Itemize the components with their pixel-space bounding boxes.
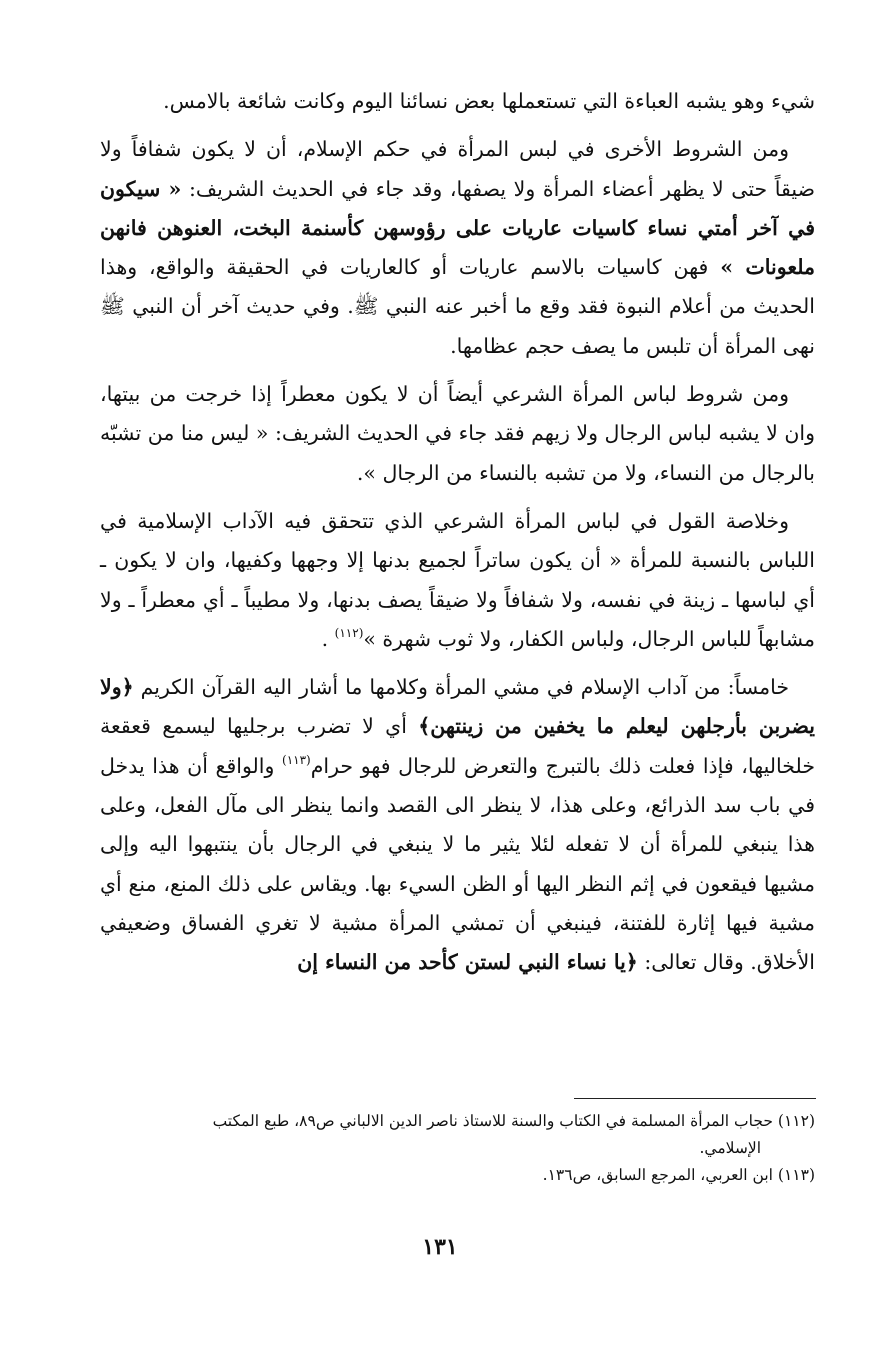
footnote-reference: (١١٣) xyxy=(282,752,311,767)
footnote-continuation xyxy=(100,1135,815,1162)
paragraph-clothing-conditions xyxy=(100,130,815,366)
paragraph-text: والواقع أن هذا يدخل في باب سد الذرائع، وعلى هذا، لا ينظر الى القصد وانما ينظر الى مآل الفعل، وعلى هذا ينبغي للمرأة أن لا تفعله لئلا يثير ما لا ينبغي في الرجال بأن ينتبهوا اليه وإلى مشيها فيقعون في إثم النظر اليها أو الظن السيء بها. ويقاس على ذلك المنع، منع أي مشية فيها إثارة للفتنة، فينبغي أن تمشي المرأة مشية لا تغري الفساق وضعيفي الأخلاق. وقال تعالى: xyxy=(100,753,815,975)
page-body xyxy=(100,82,815,983)
footnote-text: ابن العربي، المرجع السابق، ص١٣٦. xyxy=(542,1166,773,1184)
footnote-text: الإسلامي. xyxy=(699,1139,761,1157)
paragraph-text: وخلاصة القول في لباس المرأة الشرعي الذي تتحقق فيه الآداب الإسلامية في اللباس بالنسبة للمرأة « أن يكون ساتراً لجميع بدنها إلا وجهها وكفيها، وان لا يكون ـ أي لباسها ـ زينة في نفسه، ولا شفافاً ولا ضيقاً يصف بدنها، ولا مطيباً ـ أي معطراً ـ ولا مشابهاً للباس الرجال، ولباس الكفار، ولا ثوب شهرة » xyxy=(100,508,815,651)
paragraph-text: شيء وهو يشبه العباءة التي تستعملها بعض نسائنا اليوم وكانت شائعة بالامس. xyxy=(163,89,815,113)
quran-verse: ﴿يا نساء النبي لستن كأحد من النساء إن xyxy=(297,950,638,975)
footnote-text: حجاب المرأة المسلمة في الكتاب والسنة للاستاذ ناصر الدين الالباني ص٨٩، طبع المكتب xyxy=(212,1112,773,1130)
paragraph-continuation xyxy=(100,82,815,121)
quran-verse: ﴿ولا يضربن بأرجلهن ليعلم ما يخفين من زينتهن﴾ xyxy=(100,675,815,739)
paragraph-text: أي لا تضرب برجليها ليسمع قعقعة خلخاليها، فإذا فعلت ذلك بالتبرج والتعرض للرجال فهو حرام xyxy=(100,714,815,778)
paragraph-text: فهن كاسيات بالاسم عاريات أو كالعاريات في الحقيقة والواقع، وهذا الحديث من أعلام النبوة فقد وقع ما أخبر عنه النبي ﷺ. وفي حديث آخر أن النبي ﷺ نهى المرأة أن تلبس ما يصف حجم عظامها. xyxy=(100,255,815,358)
paragraph-walking-etiquette xyxy=(100,668,815,982)
footnote-number: (١١٢) xyxy=(777,1112,815,1130)
paragraph-text: ومن شروط لباس المرأة الشرعي أيضاً أن لا يكون معطراً إذا خرجت من بيتها، وان لا يشبه لباس الرجال ولا زيهم فقد جاء في الحديث الشريف: « ليس منا من تشبّه بالرجال من النساء، ولا من تشبه بالنساء من الرجال ». xyxy=(100,382,815,485)
hadith-quote: « سيكون في آخر أمتي نساء كاسيات عاريات على رؤوسهن كأسنمة البخت، العنوهن فانهن ملعونات » xyxy=(100,176,815,280)
paragraph-text: ومن الشروط الأخرى في لبس المرأة في حكم الإسلام، أن لا يكون شفافاً ولا ضيقاً حتى لا يظهر أعضاء المرأة ولا يصفها، وقد جاء في الحديث الشريف: xyxy=(100,137,816,201)
paragraph-summary xyxy=(100,502,815,659)
footnote-item xyxy=(100,1162,815,1189)
page-number: ١٣١ xyxy=(422,1234,458,1260)
footnote-divider xyxy=(574,1098,816,1099)
footnote-reference: (١١٢) xyxy=(334,625,364,640)
footnote-item xyxy=(100,1108,815,1135)
footnote-number: (١١٣) xyxy=(777,1166,815,1184)
paragraph-text: خامساً: من آداب الإسلام في مشي المرأة وكلامها ما أشار اليه القرآن الكريم xyxy=(133,675,789,700)
footnotes xyxy=(100,1108,815,1189)
paragraph-perfume-condition xyxy=(100,375,815,493)
paragraph-text: . xyxy=(321,626,335,651)
